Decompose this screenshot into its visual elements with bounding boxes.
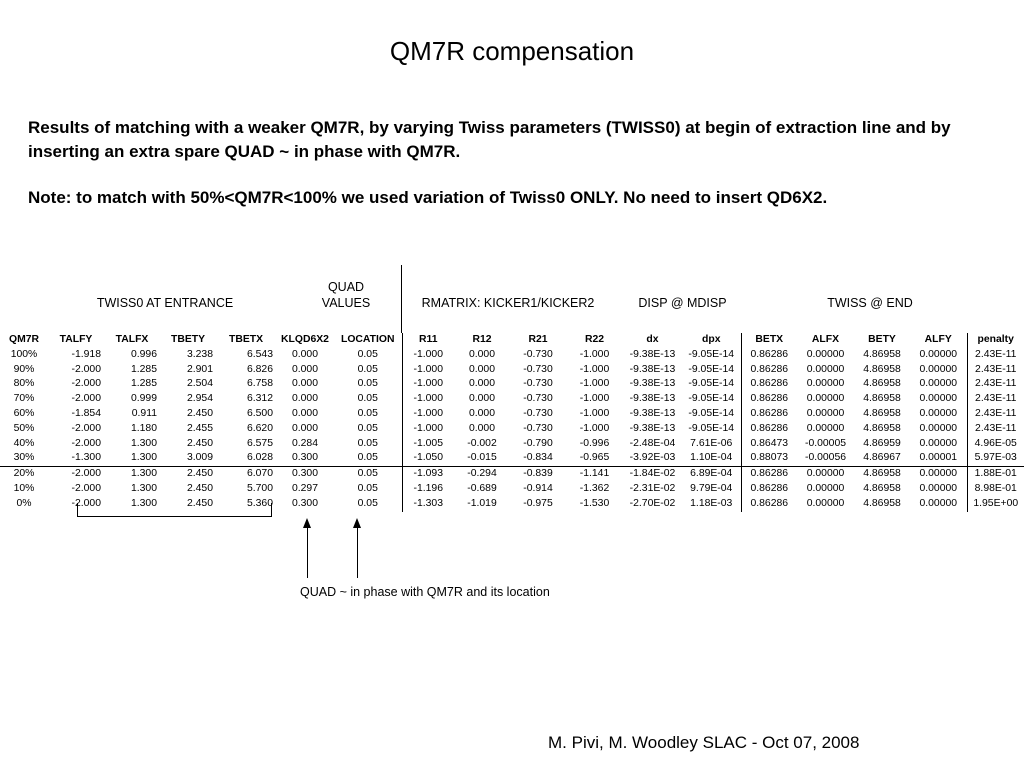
col-klqd6x2: KLQD6X2 bbox=[281, 334, 329, 345]
table-cell: 0.999 bbox=[130, 393, 157, 405]
table-cell: 4.86958 bbox=[863, 393, 901, 405]
table-cell: -1.854 bbox=[71, 407, 101, 419]
table-cell: -2.31E-02 bbox=[629, 482, 676, 494]
table-cell: -0.730 bbox=[523, 363, 553, 375]
table-cell: 0.00000 bbox=[806, 363, 845, 375]
table-cell: -9.05E-14 bbox=[688, 393, 735, 405]
twiss-end-header: TWISS @ END bbox=[827, 296, 913, 310]
table-cell: 0.000 bbox=[291, 363, 318, 375]
col-tbetx: TBETX bbox=[228, 334, 264, 345]
table-cell: 0.05 bbox=[334, 451, 402, 466]
table-cell: 6.758 bbox=[246, 378, 273, 390]
table-cell: -9.05E-14 bbox=[688, 422, 735, 434]
table-cell: 30% bbox=[0, 451, 48, 466]
col-penalty: penalty bbox=[967, 333, 1024, 348]
table-cell: -1.303 bbox=[402, 497, 454, 512]
col-betx: BETX bbox=[741, 333, 797, 348]
table-cell: 2.450 bbox=[186, 482, 213, 494]
table-cell: 0.86286 bbox=[741, 407, 797, 422]
table-cell: -1.005 bbox=[402, 437, 454, 452]
table-cell: 1.300 bbox=[104, 451, 160, 466]
table-cell: 6.500 bbox=[246, 407, 273, 419]
table-cell: -2.48E-04 bbox=[629, 437, 676, 449]
table-cell: 1.285 bbox=[130, 378, 157, 390]
table-cell: 0.00000 bbox=[806, 482, 845, 494]
table-cell: 0.05 bbox=[357, 363, 378, 375]
table-cell: 0.00000 bbox=[919, 497, 958, 509]
table-cell: -0.790 bbox=[523, 437, 553, 449]
table-cell: 2.43E-11 bbox=[967, 363, 1024, 378]
table-cell: 6.543 bbox=[246, 348, 273, 360]
table-cell: -0.965 bbox=[566, 451, 623, 466]
table-cell: 0.00000 bbox=[919, 407, 958, 419]
table-cell: 0.297 bbox=[291, 482, 318, 494]
table-cell: 0.000 bbox=[291, 407, 318, 419]
table-cell: 4.86959 bbox=[863, 437, 901, 449]
table-cell: -0.730 bbox=[523, 378, 553, 390]
table-cell: 0% bbox=[16, 497, 32, 509]
table-cell: -1.000 bbox=[402, 392, 454, 407]
table-cell: -2.000 bbox=[71, 393, 101, 405]
table-cell: 0.000 bbox=[291, 393, 318, 405]
table-cell: 0.00000 bbox=[919, 348, 958, 360]
table-cell: 2.504 bbox=[186, 378, 213, 390]
table-cell: 5.360 bbox=[246, 497, 273, 509]
table-cell: 0.300 bbox=[276, 451, 334, 466]
table-cell: -1.141 bbox=[579, 468, 610, 480]
table-cell: -9.05E-14 bbox=[688, 378, 735, 390]
table-cell: 2.43E-11 bbox=[967, 377, 1024, 392]
table-cell: -0.914 bbox=[523, 482, 553, 494]
table-cell: 80% bbox=[13, 378, 35, 390]
table-cell: 2.450 bbox=[186, 497, 213, 509]
table-cell: -1.000 bbox=[579, 422, 610, 434]
table-cell: 20% bbox=[13, 468, 35, 480]
col-r21: R21 bbox=[528, 334, 548, 345]
col-r12: R12 bbox=[472, 334, 492, 345]
table-cell: -0.839 bbox=[523, 468, 553, 480]
table-cell: 0.00000 bbox=[806, 348, 845, 360]
table-cell: 0.00000 bbox=[919, 393, 958, 405]
table-cell: 2.43E-11 bbox=[967, 422, 1024, 437]
table-cell: 0.300 bbox=[291, 468, 318, 480]
table-cell: -9.38E-13 bbox=[629, 407, 676, 419]
table-cell: 0.00000 bbox=[806, 378, 845, 390]
table-cell: -9.05E-14 bbox=[688, 363, 735, 375]
arrow-location-shaft bbox=[357, 526, 358, 578]
bracket-bottom bbox=[77, 516, 272, 517]
table-cell: 0.86286 bbox=[741, 392, 797, 407]
rmatrix-top-divider bbox=[401, 265, 402, 333]
intro-paragraph: Results of matching with a weaker QM7R, by varying Twiss parameters (TWISS0) at begin of extraction line and by inserting an extra spare QUAD ~ in phase with QM7R. bbox=[28, 118, 951, 161]
table-cell: 50% bbox=[13, 422, 35, 434]
col-bety: BETY bbox=[868, 334, 896, 345]
table-cell: 4.86967 bbox=[854, 451, 910, 466]
table-row bbox=[0, 437, 1024, 452]
table-cell: -1.000 bbox=[579, 407, 610, 419]
col-dx: dx bbox=[646, 334, 659, 345]
table-cell: 0.86286 bbox=[741, 422, 797, 437]
table-cell: 6.575 bbox=[246, 437, 273, 449]
table-cell: -0.730 bbox=[523, 348, 553, 360]
table-cell: -0.689 bbox=[467, 482, 497, 494]
table-cell: 4.86958 bbox=[863, 422, 901, 434]
table-cell: 1.300 bbox=[130, 482, 157, 494]
table-cell: 4.86958 bbox=[863, 468, 901, 480]
table-cell: 6.620 bbox=[246, 422, 273, 434]
table-cell: 8.98E-01 bbox=[967, 482, 1024, 497]
table-cell: -1.000 bbox=[579, 378, 610, 390]
table-cell: -1.362 bbox=[579, 482, 610, 494]
table-cell: 6.028 bbox=[216, 451, 276, 466]
table-cell: 2.450 bbox=[186, 468, 213, 480]
table-row bbox=[0, 482, 1024, 497]
table-cell: 0.000 bbox=[468, 363, 495, 375]
table-cell: 90% bbox=[13, 363, 35, 375]
arrow-klqd6x2-shaft bbox=[307, 526, 308, 578]
note-paragraph: Note: to match with 50%<QM7R<100% we used variation of Twiss0 ONLY. No need to insert QD6X2. bbox=[28, 188, 828, 207]
table-row bbox=[0, 407, 1024, 422]
table-cell: 0.05 bbox=[357, 437, 378, 449]
table-cell: -0.015 bbox=[454, 451, 510, 466]
table-cell: 9.79E-04 bbox=[690, 482, 733, 494]
table-cell: 1.88E-01 bbox=[967, 467, 1024, 482]
table-cell: 0.00000 bbox=[806, 393, 845, 405]
table-cell: -0.294 bbox=[467, 468, 497, 480]
table-row bbox=[0, 467, 1024, 482]
table-cell: 2.954 bbox=[186, 393, 213, 405]
table-cell: 0.284 bbox=[291, 437, 318, 449]
table-cell: 0.911 bbox=[131, 407, 157, 419]
table-cell: 0.000 bbox=[468, 348, 495, 360]
table-cell: -0.834 bbox=[510, 451, 566, 466]
rmatrix-header: RMATRIX: KICKER1/KICKER2 bbox=[421, 296, 595, 310]
arrow-up-icon bbox=[303, 518, 311, 528]
table-cell: 10% bbox=[13, 482, 35, 494]
table-cell: 0.86286 bbox=[741, 348, 797, 363]
table-cell: 4.96E-05 bbox=[967, 437, 1024, 452]
bracket-left-tick bbox=[77, 503, 78, 517]
table-cell: -1.019 bbox=[467, 497, 497, 509]
table-cell: 0.05 bbox=[357, 468, 378, 480]
table-cell: -1.093 bbox=[402, 467, 454, 482]
table-cell: -0.730 bbox=[523, 393, 553, 405]
table-cell: -2.000 bbox=[71, 422, 101, 434]
table-cell: -1.84E-02 bbox=[629, 468, 676, 480]
table-cell: 2.43E-11 bbox=[967, 392, 1024, 407]
table-cell: 2.43E-11 bbox=[967, 348, 1024, 363]
table-cell: -2.000 bbox=[71, 482, 101, 494]
table-cell: 2.450 bbox=[186, 407, 213, 419]
table-cell: -0.730 bbox=[523, 407, 553, 419]
table-cell: 1.180 bbox=[130, 422, 157, 434]
table-cell: 40% bbox=[13, 437, 35, 449]
table-cell: 0.00000 bbox=[919, 363, 958, 375]
table-cell: 1.300 bbox=[130, 497, 157, 509]
table-cell: -1.000 bbox=[402, 363, 454, 378]
table-cell: 0.000 bbox=[468, 393, 495, 405]
table-cell: 0.300 bbox=[291, 497, 318, 509]
table-cell: -9.05E-14 bbox=[688, 407, 735, 419]
table-cell: -2.000 bbox=[71, 468, 101, 480]
table-cell: -1.196 bbox=[402, 482, 454, 497]
table-cell: 0.05 bbox=[357, 422, 378, 434]
results-table bbox=[0, 333, 1024, 512]
table-cell: 0.05 bbox=[357, 497, 378, 509]
table-cell: 5.97E-03 bbox=[967, 451, 1024, 466]
footer-credit: M. Pivi, M. Woodley SLAC - Oct 07, 2008 bbox=[548, 733, 860, 752]
table-cell: 4.86958 bbox=[863, 497, 901, 509]
col-tbety: TBETY bbox=[170, 334, 206, 345]
col-talfx: TALFX bbox=[115, 334, 149, 345]
col-alfy: ALFY bbox=[924, 334, 952, 345]
header-row bbox=[0, 333, 1024, 348]
table-cell: 100% bbox=[10, 348, 38, 360]
table-row bbox=[0, 348, 1024, 363]
table-cell: 0.00000 bbox=[806, 422, 845, 434]
col-qm7r: QM7R bbox=[8, 334, 40, 345]
col-location: LOCATION bbox=[341, 334, 395, 345]
table-cell: 0.05 bbox=[357, 482, 378, 494]
table-cell: 60% bbox=[13, 407, 35, 419]
table-cell: -2.000 bbox=[71, 437, 101, 449]
table-cell: 70% bbox=[13, 393, 35, 405]
table-row bbox=[0, 363, 1024, 378]
table-cell: 1.18E-03 bbox=[690, 497, 733, 509]
table-cell: -0.002 bbox=[467, 437, 497, 449]
table-cell: 0.000 bbox=[291, 422, 318, 434]
table-cell: -0.730 bbox=[523, 422, 553, 434]
table-cell: 0.00000 bbox=[919, 482, 958, 494]
table-cell: 1.285 bbox=[130, 363, 157, 375]
table-cell: 0.05 bbox=[357, 393, 378, 405]
col-dpx: dpx bbox=[702, 334, 721, 345]
table-cell: 0.86286 bbox=[741, 482, 797, 497]
table-cell: 2.901 bbox=[186, 363, 213, 375]
table-cell: 2.455 bbox=[186, 422, 213, 434]
table-cell: 0.86473 bbox=[741, 437, 797, 452]
table-cell: 3.238 bbox=[186, 348, 213, 360]
table-row bbox=[0, 377, 1024, 392]
quad-header-line1: QUAD bbox=[327, 280, 365, 294]
table-cell: 2.43E-11 bbox=[967, 407, 1024, 422]
table-cell: -0.975 bbox=[523, 497, 553, 509]
table-cell: -9.05E-14 bbox=[688, 348, 735, 360]
table-cell: 0.996 bbox=[130, 348, 157, 360]
table-cell: 0.00000 bbox=[806, 468, 845, 480]
col-r22: R22 bbox=[584, 334, 605, 345]
slide-title: QM7R compensation bbox=[389, 36, 635, 66]
table-cell: -9.38E-13 bbox=[629, 393, 676, 405]
table-cell: 4.86958 bbox=[863, 363, 901, 375]
table-cell: -2.000 bbox=[71, 378, 101, 390]
table-cell: -3.92E-03 bbox=[623, 451, 682, 466]
table-cell: 0.000 bbox=[468, 378, 495, 390]
table-cell: -1.000 bbox=[402, 348, 454, 363]
table-cell: -1.300 bbox=[48, 451, 104, 466]
bracket-right-tick bbox=[271, 503, 272, 517]
table-cell: 1.300 bbox=[130, 437, 157, 449]
table-cell: -1.530 bbox=[579, 497, 610, 509]
table-cell: -1.918 bbox=[71, 348, 101, 360]
table-cell: -0.00005 bbox=[804, 437, 847, 449]
table-row bbox=[0, 497, 1024, 512]
table-cell: 0.00000 bbox=[919, 468, 958, 480]
table-cell: 1.300 bbox=[130, 468, 157, 480]
table-cell: -9.38E-13 bbox=[629, 348, 676, 360]
twiss0-header: TWISS0 AT ENTRANCE bbox=[96, 296, 234, 310]
table-cell: 0.00000 bbox=[919, 422, 958, 434]
table-cell: -1.050 bbox=[402, 451, 454, 466]
table-cell: 6.826 bbox=[246, 363, 273, 375]
table-cell: -9.38E-13 bbox=[629, 363, 676, 375]
table-cell: 4.86958 bbox=[863, 378, 901, 390]
col-talfy: TALFY bbox=[59, 334, 93, 345]
table-cell: -1.000 bbox=[579, 348, 610, 360]
table-cell: 0.86286 bbox=[741, 467, 797, 482]
table-cell: 1.95E+00 bbox=[967, 497, 1024, 512]
col-alfx: ALFX bbox=[811, 334, 840, 345]
table-row bbox=[0, 422, 1024, 437]
table-cell: -9.38E-13 bbox=[629, 422, 676, 434]
quad-callout: QUAD ~ in phase with QM7R and its location bbox=[300, 585, 550, 599]
table-row bbox=[0, 451, 1024, 466]
table-cell: 0.00000 bbox=[919, 378, 958, 390]
table-cell: 4.86958 bbox=[863, 348, 901, 360]
table-cell: 6.070 bbox=[246, 468, 273, 480]
table-cell: 0.000 bbox=[468, 407, 495, 419]
table-cell: 0.00000 bbox=[806, 407, 845, 419]
table-cell: -2.000 bbox=[71, 497, 101, 509]
table-cell: 0.86286 bbox=[741, 497, 797, 512]
table-cell: 0.05 bbox=[357, 378, 378, 390]
table-cell: -1.000 bbox=[402, 407, 454, 422]
table-cell: 6.89E-04 bbox=[690, 468, 733, 480]
table-cell: -0.996 bbox=[579, 437, 610, 449]
table-cell: 0.000 bbox=[291, 378, 318, 390]
table-cell: 4.86958 bbox=[863, 482, 901, 494]
table-cell: 0.00001 bbox=[910, 451, 967, 466]
table-cell: -2.000 bbox=[71, 363, 101, 375]
arrow-up-icon bbox=[353, 518, 361, 528]
table-cell: -1.000 bbox=[579, 363, 610, 375]
table-cell: 1.10E-04 bbox=[682, 451, 741, 466]
table-cell: -1.000 bbox=[402, 377, 454, 392]
table-cell: -2.70E-02 bbox=[629, 497, 676, 509]
table-cell: 0.86286 bbox=[741, 363, 797, 378]
table-cell: 4.86958 bbox=[863, 407, 901, 419]
table-row bbox=[0, 392, 1024, 407]
table-cell: 6.312 bbox=[246, 393, 273, 405]
table-cell: 0.86286 bbox=[741, 377, 797, 392]
table-cell: -9.38E-13 bbox=[629, 378, 676, 390]
col-r11: R11 bbox=[402, 333, 454, 348]
disp-header: DISP @ MDISP bbox=[638, 296, 727, 310]
table-cell: 0.00000 bbox=[806, 497, 845, 509]
table-cell: 3.009 bbox=[160, 451, 216, 466]
table-cell: 0.000 bbox=[291, 348, 318, 360]
table-cell: 7.61E-06 bbox=[690, 437, 733, 449]
table-cell: 0.000 bbox=[468, 422, 495, 434]
table-cell: -1.000 bbox=[402, 422, 454, 437]
table-cell: 5.700 bbox=[246, 482, 273, 494]
table-cell: 2.450 bbox=[186, 437, 213, 449]
table-cell: 0.05 bbox=[357, 407, 378, 419]
quad-header-line2: VALUES bbox=[321, 296, 371, 310]
table-cell: 0.88073 bbox=[741, 451, 797, 466]
table-cell: 0.00000 bbox=[919, 437, 958, 449]
table-cell: -1.000 bbox=[579, 393, 610, 405]
table-cell: 0.05 bbox=[357, 348, 378, 360]
table-cell: -0.00056 bbox=[797, 451, 854, 466]
